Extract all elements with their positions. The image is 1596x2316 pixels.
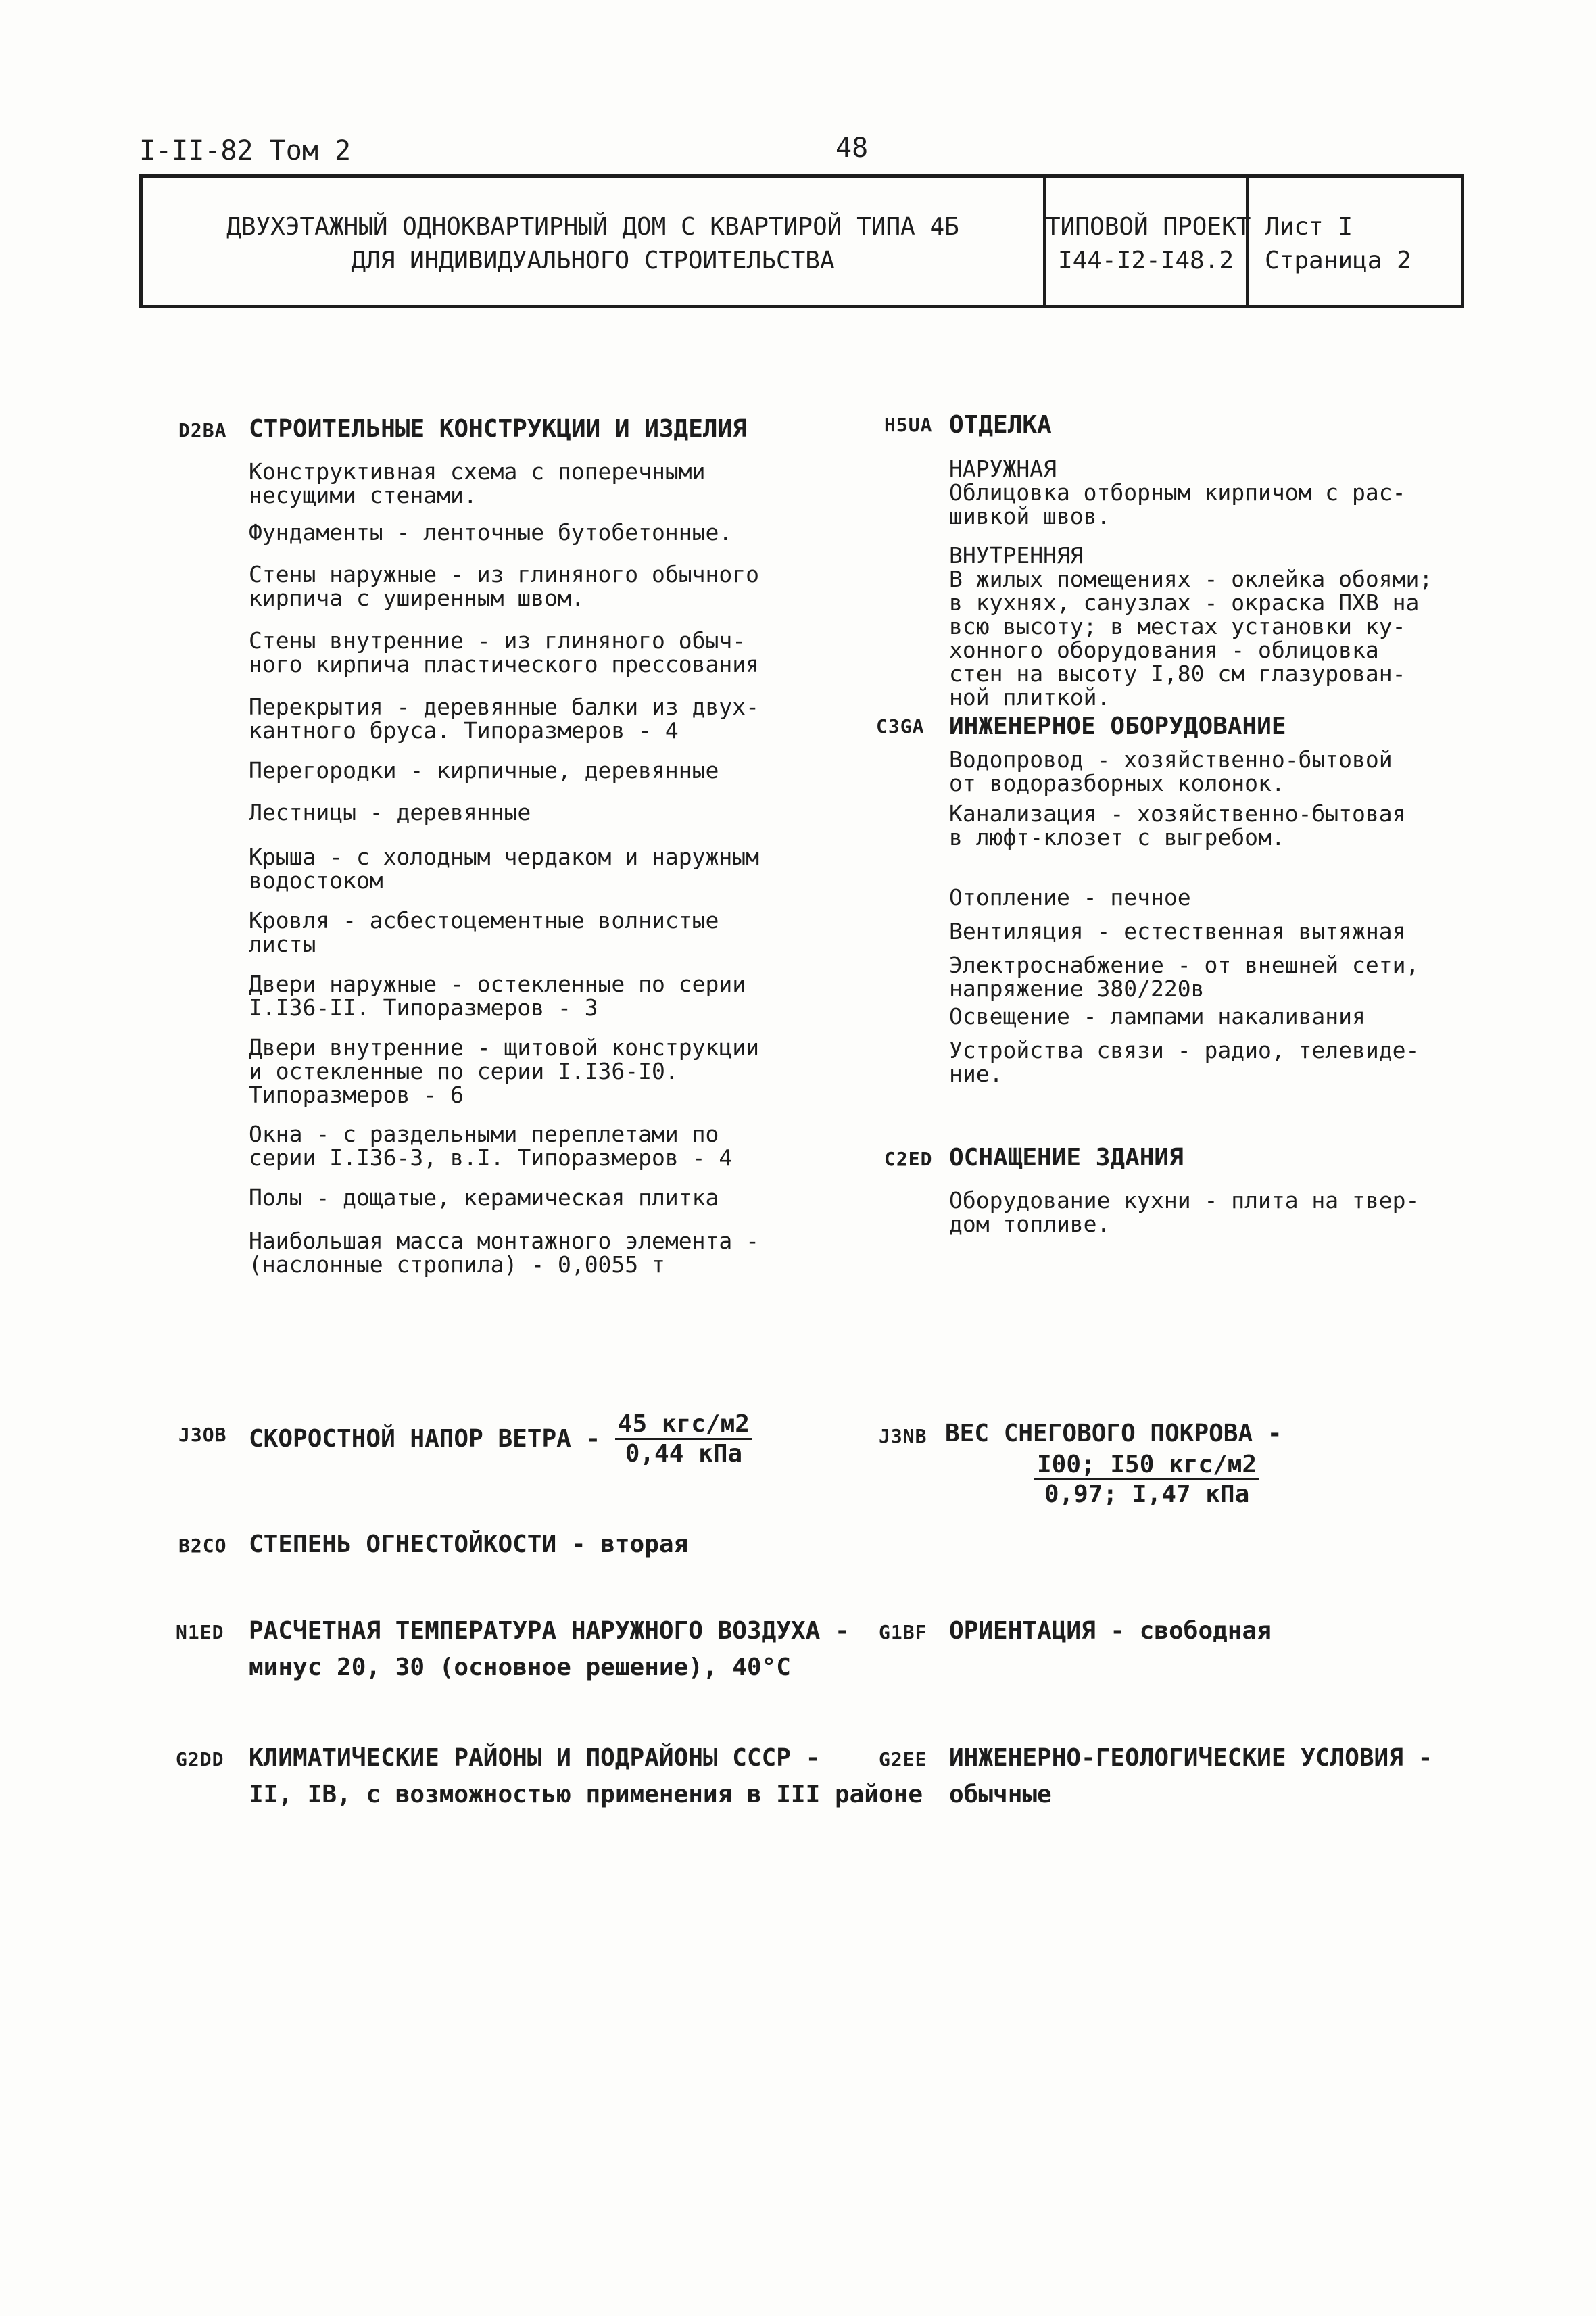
finish-exterior: НАРУЖНАЯ Облицовка отборным кирпичом с рас- шивкой швов. xyxy=(949,456,1406,529)
list-item: Перекрытия - деревянные балки из двух- кантного бруса. Типоразмеров - 4 xyxy=(249,694,759,744)
water-supply: Водопровод - хозяйственно-бытовой от водоразборных колонок. xyxy=(949,746,1393,796)
finish-code: H5UA xyxy=(884,414,933,436)
fire-resistance: СТЕПЕНЬ ОГНЕСТОЙКОСТИ - вторая xyxy=(249,1530,689,1558)
wind-pressure xyxy=(249,1410,752,1468)
document-reference: I-II-82 Том 2 xyxy=(139,135,352,166)
list-item: Крыша - с холодным чердаком и наружным водостоком xyxy=(249,844,759,894)
geology-value: обычные xyxy=(949,1781,1052,1808)
orientation-code: G1BF xyxy=(879,1621,927,1643)
project-title-line-2: ДЛЯ ИНДИВИДУАЛЬНОГО СТРОИТЕЛЬСТВА xyxy=(351,247,835,274)
finish-heading: ОТДЕЛКА xyxy=(949,411,1052,439)
project-title-line-1: ДВУХЭТАЖНЫЙ ОДНОКВАРТИРНЫЙ ДОМ С КВАРТИРОЙ ТИПА 4Б xyxy=(226,213,959,241)
wind-value-kgs: 45 кгс/м2 xyxy=(615,1410,752,1440)
climate-code: G2DD xyxy=(176,1748,224,1770)
temperature-label: РАСЧЕТНАЯ ТЕМПЕРАТУРА НАРУЖНОГО ВОЗДУХА - xyxy=(249,1617,850,1645)
list-item: Двери наружные - остекленные по серии I.I36-II. Типоразмеров - 3 xyxy=(249,971,746,1021)
power-supply: Электроснабжение - от внешней сети, напряжение 380/220в xyxy=(949,952,1420,1002)
heating: Отопление - печное xyxy=(949,884,1191,911)
kitchen-equipment: Оборудование кухни - плита на твер- дом топливе. xyxy=(949,1187,1420,1237)
snow-value-kgs: I00; I50 кгс/м2 xyxy=(1034,1451,1259,1480)
geology-label: ИНЖЕНЕРНО-ГЕОЛОГИЧЕСКИЕ УСЛОВИЯ - xyxy=(949,1744,1433,1772)
list-item: Двери внутренние - щитовой конструкции и остекленные по серии I.I36-I0. Типоразмеров - 6 xyxy=(249,1034,759,1108)
orientation: ОРИЕНТАЦИЯ - свободная xyxy=(949,1617,1272,1645)
sheet-number: Лист I xyxy=(1265,213,1353,241)
geology-code: G2EE xyxy=(879,1748,927,1770)
wind-fraction xyxy=(615,1410,752,1468)
list-item: Стены наружные - из глиняного обычного кирпича с уширенным швом. xyxy=(249,561,759,611)
snow-value-kpa: 0,97; I,47 кПа xyxy=(1044,1480,1250,1508)
list-item: Наибольшая масса монтажного элемента - (наслонные стропила) - 0,0055 т xyxy=(249,1228,759,1278)
wind-code: J3OB xyxy=(178,1424,227,1446)
list-item: Полы - дощатые, керамическая плитка xyxy=(249,1184,719,1211)
climate-label: КЛИМАТИЧЕСКИЕ РАЙОНЫ И ПОДРАЙОНЫ СССР - xyxy=(249,1744,821,1772)
page-number: 48 xyxy=(836,132,869,164)
equipment-code: C2ED xyxy=(884,1148,933,1170)
list-item: Окна - с раздельными переплетами по серии I.I36-3, в.I. Типоразмеров - 4 xyxy=(249,1121,733,1171)
temperature-code: N1ED xyxy=(176,1621,224,1643)
list-item: Стены внутренние - из глиняного обыч- ного кирпича пластического прессования xyxy=(249,627,759,677)
wind-value-kpa: 0,44 кПа xyxy=(625,1440,743,1468)
sewerage: Канализация - хозяйственно-бытовая в люфт-клозет с выгребом. xyxy=(949,800,1406,850)
snow-label: ВЕС СНЕГОВОГО ПОКРОВА - xyxy=(945,1420,1282,1447)
list-item: Перегородки - кирпичные, деревянные xyxy=(249,757,719,783)
section-heading: СТРОИТЕЛЬНЫЕ КОНСТРУКЦИИ И ИЗДЕЛИЯ xyxy=(249,415,747,443)
lighting: Освещение - лампами накаливания xyxy=(949,1003,1365,1030)
snow-code: J3NB xyxy=(879,1425,927,1447)
snow-fraction xyxy=(1034,1451,1259,1508)
climate-value: II, IB, с возможностью применения в III районе xyxy=(249,1781,923,1808)
temperature-value: минус 20, 30 (основное решение), 40°C xyxy=(249,1654,791,1681)
title-divider-2 xyxy=(1246,178,1249,305)
fire-code: B2CO xyxy=(178,1535,227,1557)
engineering-code: C3GA xyxy=(876,715,925,738)
title-block xyxy=(139,174,1464,308)
list-item: Лестницы - деревянные xyxy=(249,799,531,825)
list-item: Кровля - асбестоцементные волнистые листы xyxy=(249,907,719,957)
wind-label: СКОРОСТНОЙ НАПОР ВЕТРА - xyxy=(249,1425,601,1453)
communications: Устройства связи - радио, телевиде- ние. xyxy=(949,1037,1420,1087)
ventilation: Вентиляция - естественная вытяжная xyxy=(949,918,1406,944)
equipment-heading: ОСНАЩЕНИЕ ЗДАНИЯ xyxy=(949,1144,1184,1172)
project-label: ТИПОВОЙ ПРОЕКТ xyxy=(1046,213,1251,241)
list-item: Конструктивная схема с поперечными несущими стенами. xyxy=(249,458,706,508)
project-number: I44-I2-I48.2 xyxy=(1057,247,1234,274)
page-label: Страница 2 xyxy=(1265,247,1411,274)
engineering-heading: ИНЖЕНЕРНОЕ ОБОРУДОВАНИЕ xyxy=(949,713,1286,740)
list-item: Фундаменты - ленточные бутобетонные. xyxy=(249,519,733,546)
section-code: D2BA xyxy=(178,419,227,441)
finish-interior: ВНУТРЕННЯЯ В жилых помещениях - оклейка обоями; в кухнях, санузлах - окраска ПХВ на всю высоту; в местах установки ку- хонного оборудования - облицовка стен на высоту I,80 см глазурован- ной плиткой. xyxy=(949,542,1433,710)
